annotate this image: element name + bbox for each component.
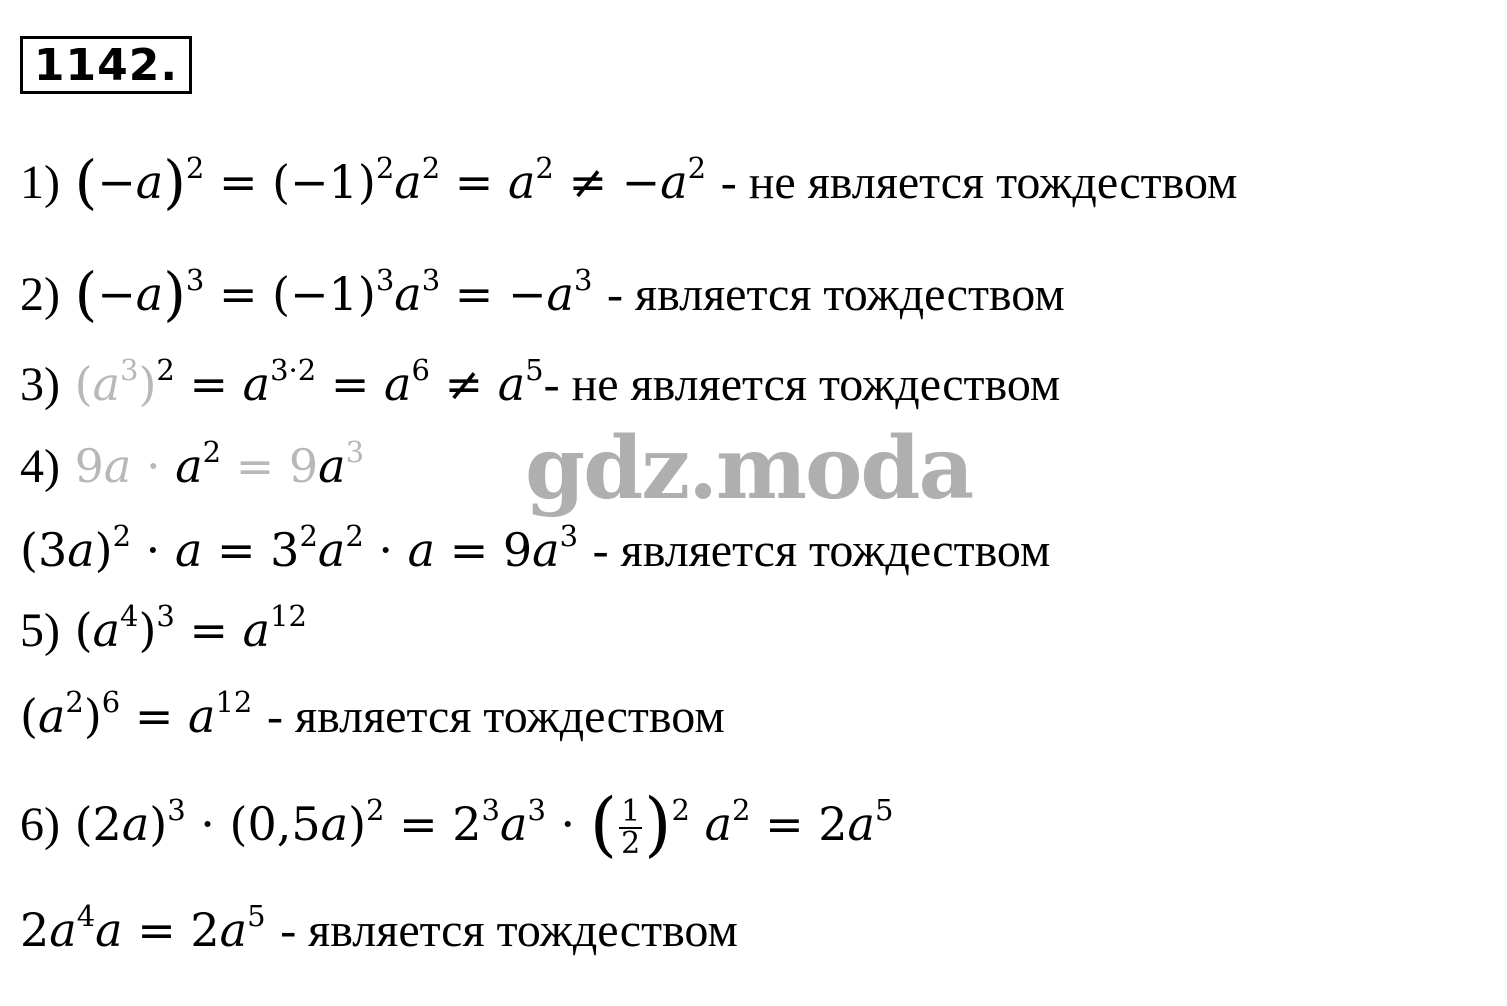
line-4b (20, 520, 1050, 580)
line-6b (20, 900, 738, 960)
item-number-6: 6) (20, 798, 60, 851)
expr-1: $(-a)^2 = (-1)^2a^2 = a^2 \ne -a^2$ (74, 148, 707, 216)
item-number-3: 3) (20, 358, 60, 411)
item-number-5: 5) (20, 604, 60, 657)
fraction-one-half: $\frac{1}{2}$ (621, 794, 641, 861)
task-number: 1142. (20, 36, 192, 94)
verdict-3: - не является тождеством (543, 358, 1061, 411)
line-5 (20, 600, 307, 660)
expr-6: $(2a)^3 \cdot (0,5a)^2 = 2^3a^3$ · ( $\frac{1}{2}$ )$^2$ $a^2 = 2a^5$ (74, 783, 894, 865)
verdict-1: - не является тождеством (720, 156, 1238, 209)
verdict-4: - является тождеством (592, 524, 1051, 577)
item-number-4: 4) (20, 440, 60, 493)
expr-5b: $(a^2)^6 = a^{12}$ (20, 685, 253, 743)
item-number-1: 1) (20, 156, 60, 209)
line-3 (20, 354, 1060, 414)
expr-4: $9a \cdot a^2 = 9a^3$ (74, 435, 365, 493)
verdict-2: - является тождеством (607, 268, 1065, 321)
verdict-6: - является тождеством (280, 904, 738, 957)
expr-6b: $2a^4a = 2a^5$ (20, 899, 266, 957)
watermark-logo: gdz.moda (525, 418, 973, 519)
expr-4b: $(3a)^2 \cdot a = 3^2a^2 \cdot a = 9a^3$ (20, 519, 579, 577)
line-5b (20, 686, 725, 746)
line-6 (20, 783, 894, 865)
line-4 (20, 436, 364, 496)
expr-2: $(-a)^3 = (-1)^3a^3 = -a^3$ (74, 260, 593, 328)
verdict-5: - является тождеством (267, 690, 725, 743)
expr-3: $(a^3)^2 = a^{3\cdot 2} = a^6 \ne a^5$ (74, 353, 544, 411)
line-2 (20, 260, 1065, 328)
item-number-2: 2) (20, 268, 60, 321)
expr-5: $(a^4)^3 = a^{12}$ (74, 599, 307, 657)
line-1 (20, 148, 1238, 216)
